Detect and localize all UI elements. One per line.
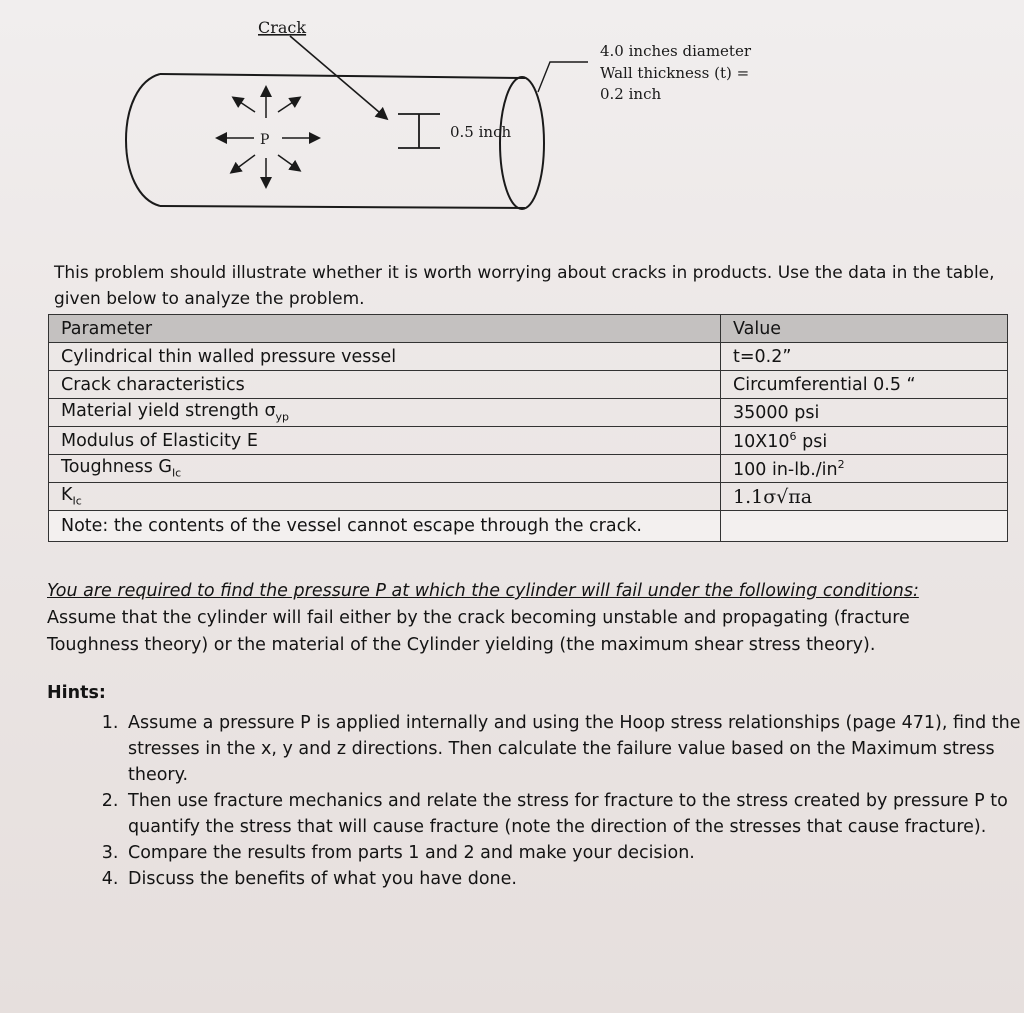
- row-parameter: Cylindrical thin walled pressure vessel: [49, 343, 721, 371]
- row-value: t=0.2”: [721, 343, 1008, 371]
- hint-item: 3. Compare the results from parts 1 and 2 and make your decision.: [124, 840, 1024, 866]
- header-parameter: Parameter: [49, 315, 721, 343]
- spec-pointer: [538, 62, 588, 92]
- wall-thickness-label: Wall thickness (t) =: [600, 64, 750, 82]
- header-value: Value: [721, 315, 1008, 343]
- row-parameter: Modulus of Elasticity E: [49, 427, 721, 455]
- requirement-text: Assume that the cylinder will fail either by the crack becoming unstable and propagating (fracture Toughness theory) or the material of the Cylinder yielding (the maximum shear stress theory).: [47, 608, 910, 655]
- pressure-label: P: [260, 132, 270, 148]
- table-header-row: [49, 315, 1008, 343]
- row-parameter: Material yield strength $\sigma_{yp}$: [49, 399, 721, 427]
- row-value: Circumferential 0.5 “: [721, 371, 1008, 399]
- requirement-section: [47, 578, 1007, 659]
- table-row: [49, 483, 1008, 511]
- row-value: $10X10^6$ psi: [721, 427, 1008, 455]
- table-note-empty: [721, 511, 1008, 542]
- row-parameter: $K_{Ic}$: [49, 483, 721, 511]
- cylinder-shape: [126, 74, 544, 209]
- wall-thickness-value: 0.2 inch: [600, 85, 662, 103]
- hint-item: 1. Assume a pressure P is applied internally and using the Hoop stress relationships (page 471), find the stresses in the x, y and z directions. Then calculate the failure value based on the Maximum stress theory.: [124, 710, 1024, 788]
- parameter-table: [48, 314, 1008, 542]
- table-row: [49, 343, 1008, 371]
- row-parameter: Toughness $G_{Ic}$: [49, 455, 721, 483]
- diameter-label: 4.0 inches diameter: [600, 42, 752, 60]
- crack-length-label: 0.5 inch: [450, 123, 512, 141]
- table-row: [49, 399, 1008, 427]
- table-row: [49, 427, 1008, 455]
- hints-list: [80, 710, 1024, 892]
- table-note-row: [49, 511, 1008, 542]
- crack-pointer: [258, 18, 386, 118]
- crack-label: Crack: [258, 18, 307, 37]
- table-note: Note: the contents of the vessel cannot escape through the crack.: [49, 511, 721, 542]
- hints-title: Hints:: [47, 683, 106, 703]
- table-row: [49, 455, 1008, 483]
- table-row: [49, 371, 1008, 399]
- row-value-formula: 1.1σ√πa: [721, 483, 1008, 511]
- pressure-vessel-diagram: [0, 0, 1024, 250]
- hint-item: 2. Then use fracture mechanics and relate the stress for fracture to the stress created by pressure P to quantify the stress that will cause fracture (note the direction of the stresses that cause fracture).: [124, 788, 1024, 840]
- requirement-heading: You are required to find the pressure P at which the cylinder will fail under the following conditions:: [47, 581, 919, 601]
- hint-item: 4. Discuss the benefits of what you have done.: [124, 866, 1024, 892]
- row-value: 100 $in-lb./in^2$: [721, 455, 1008, 483]
- row-parameter: Crack characteristics: [49, 371, 721, 399]
- intro-paragraph: This problem should illustrate whether it is worth worrying about cracks in products. Use the data in the table, given below to analyze the problem.: [54, 263, 995, 309]
- row-value: 35000 psi: [721, 399, 1008, 427]
- crack-size-marker: [398, 114, 440, 148]
